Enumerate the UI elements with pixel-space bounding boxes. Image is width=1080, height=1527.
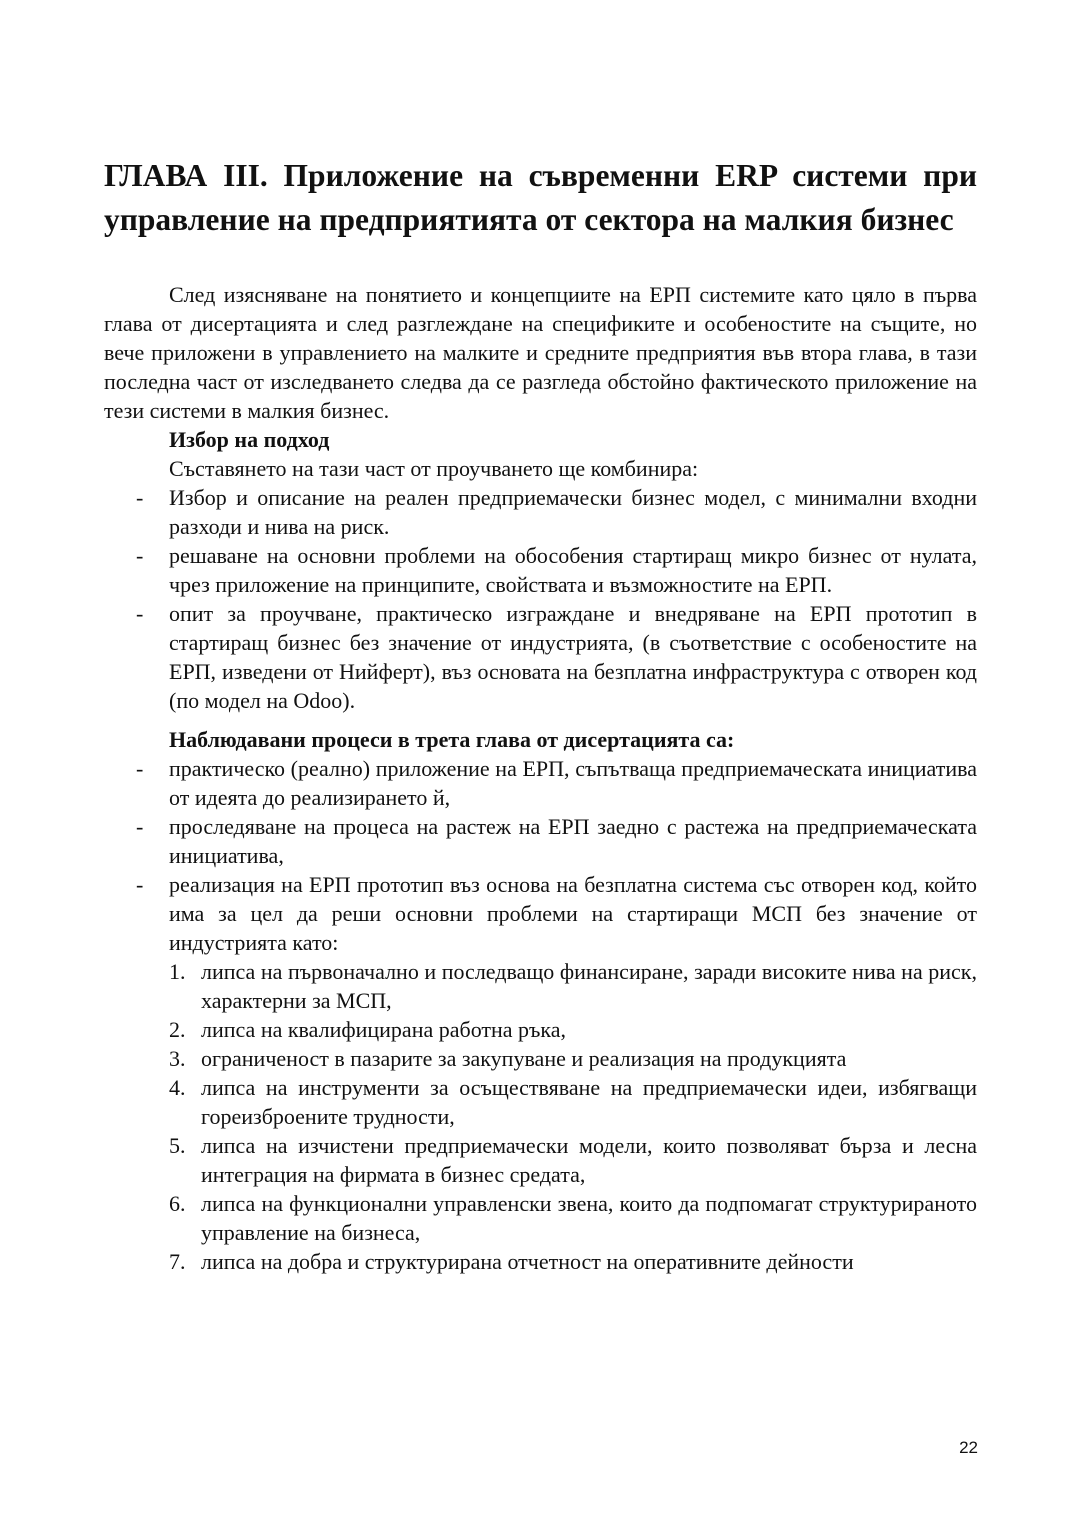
list-item-text: опит за проучване, практическо изграждане и внедряване на ЕРП прототип в стартиращ бизнес без значение от индустрията, (в съответствие с особеностите на ЕРП, изведени от Нийферт), въз основата на безплатна инфраструктура с отворен код (по модел на Odoo).: [169, 601, 977, 713]
item-number: 2.: [169, 1017, 186, 1042]
page-number: 22: [959, 1438, 978, 1457]
numbered-item: [104, 1131, 977, 1189]
list-item: [104, 541, 977, 599]
bullet-dash: -: [136, 756, 144, 781]
numbered-item-text: ограниченост в пазарите за закупуване и реализация на продукцията: [201, 1046, 847, 1071]
numbered-item: [104, 1189, 977, 1247]
chapter-title: ГЛАВА III. Приложение на съвременни ERP системи при управление на предприятията от сектора на малкия бизнес: [104, 158, 977, 237]
numbered-item-text: липса на квалифицирана работна ръка,: [201, 1017, 567, 1042]
approach-heading: Избор на подход: [169, 427, 330, 452]
numbered-item: [104, 1044, 977, 1073]
bullet-dash: -: [136, 601, 144, 626]
item-number: 3.: [169, 1046, 186, 1071]
list-item-text: решаване на основни проблеми на обособения стартиращ микро бизнес от нулата, чрез приложение на принципите, свойствата и възможностите на ЕРП.: [169, 543, 977, 597]
list-item-text: реализация на ЕРП прототип въз основа на безплатна система със отворен код, който има за цел да реши основни проблеми на стартиращи МСП без значение от индустрията като:: [169, 872, 977, 955]
bullet-dash: -: [136, 485, 144, 510]
numbered-item: [104, 1073, 977, 1131]
numbered-item-text: липса на инструменти за осъществяване на предприемачески идеи, избягващи гореизброените трудности,: [201, 1075, 977, 1129]
processes-heading: Наблюдавани процеси в трета глава от дисертацията са:: [169, 727, 735, 752]
numbered-item-text: липса на изчистени предприемачески модели, които позволяват бърза и лесна интеграция на фирмата в бизнес средата,: [201, 1133, 977, 1187]
item-number: 1.: [169, 959, 186, 984]
list-item: [104, 483, 977, 541]
item-number: 7.: [169, 1249, 186, 1274]
list-item: [104, 599, 977, 715]
document-page: [104, 154, 977, 1276]
list-item: [104, 754, 977, 812]
problems-numbered-list: [104, 957, 977, 1276]
numbered-item-text: липса на функционални управленски звена, които да подпомагат структурираното управление на бизнеса,: [201, 1191, 977, 1245]
list-item: [104, 812, 977, 870]
item-number: 6.: [169, 1191, 186, 1216]
numbered-item-text: липса на първоначално и последващо финансиране, заради високите нива на риск, характерни за МСП,: [201, 959, 977, 1013]
bullet-dash: -: [136, 872, 144, 897]
list-item-text: Избор и описание на реален предприемачески бизнес модел, с минимални входни разходи и нива на риск.: [169, 485, 977, 539]
item-number: 4.: [169, 1075, 186, 1100]
list-item: [104, 870, 977, 957]
item-number: 5.: [169, 1133, 186, 1158]
numbered-item: [104, 1015, 977, 1044]
approach-list: [104, 483, 977, 715]
approach-lead: Съставянето на тази част от проучването ще комбинира:: [169, 456, 699, 481]
list-item-text: практическо (реално) приложение на ЕРП, съпътваща предприемаческата инициатива от идеята до реализирането й,: [169, 756, 977, 810]
numbered-item: [104, 1247, 977, 1276]
intro-paragraph: След изясняване на понятието и концепциите на ЕРП системите като цяло в първа глава от дисертацията и след разглеждане на спецификите и особеностите на същите, но вече приложени в управлението на малките и средните предприятия във втора глава, в тази последна част от изследването следва да се разгледа обстойно фактическото приложение на тези системи в малкия бизнес.: [104, 282, 977, 423]
list-item-text: проследяване на процеса на растеж на ЕРП заедно с растежа на предприемаческата инициатива,: [169, 814, 977, 868]
numbered-item: [104, 957, 977, 1015]
numbered-item-text: липса на добра и структурирана отчетност на оперативните дейности: [201, 1249, 854, 1274]
bullet-dash: -: [136, 814, 144, 839]
bullet-dash: -: [136, 543, 144, 568]
processes-list: [104, 754, 977, 957]
